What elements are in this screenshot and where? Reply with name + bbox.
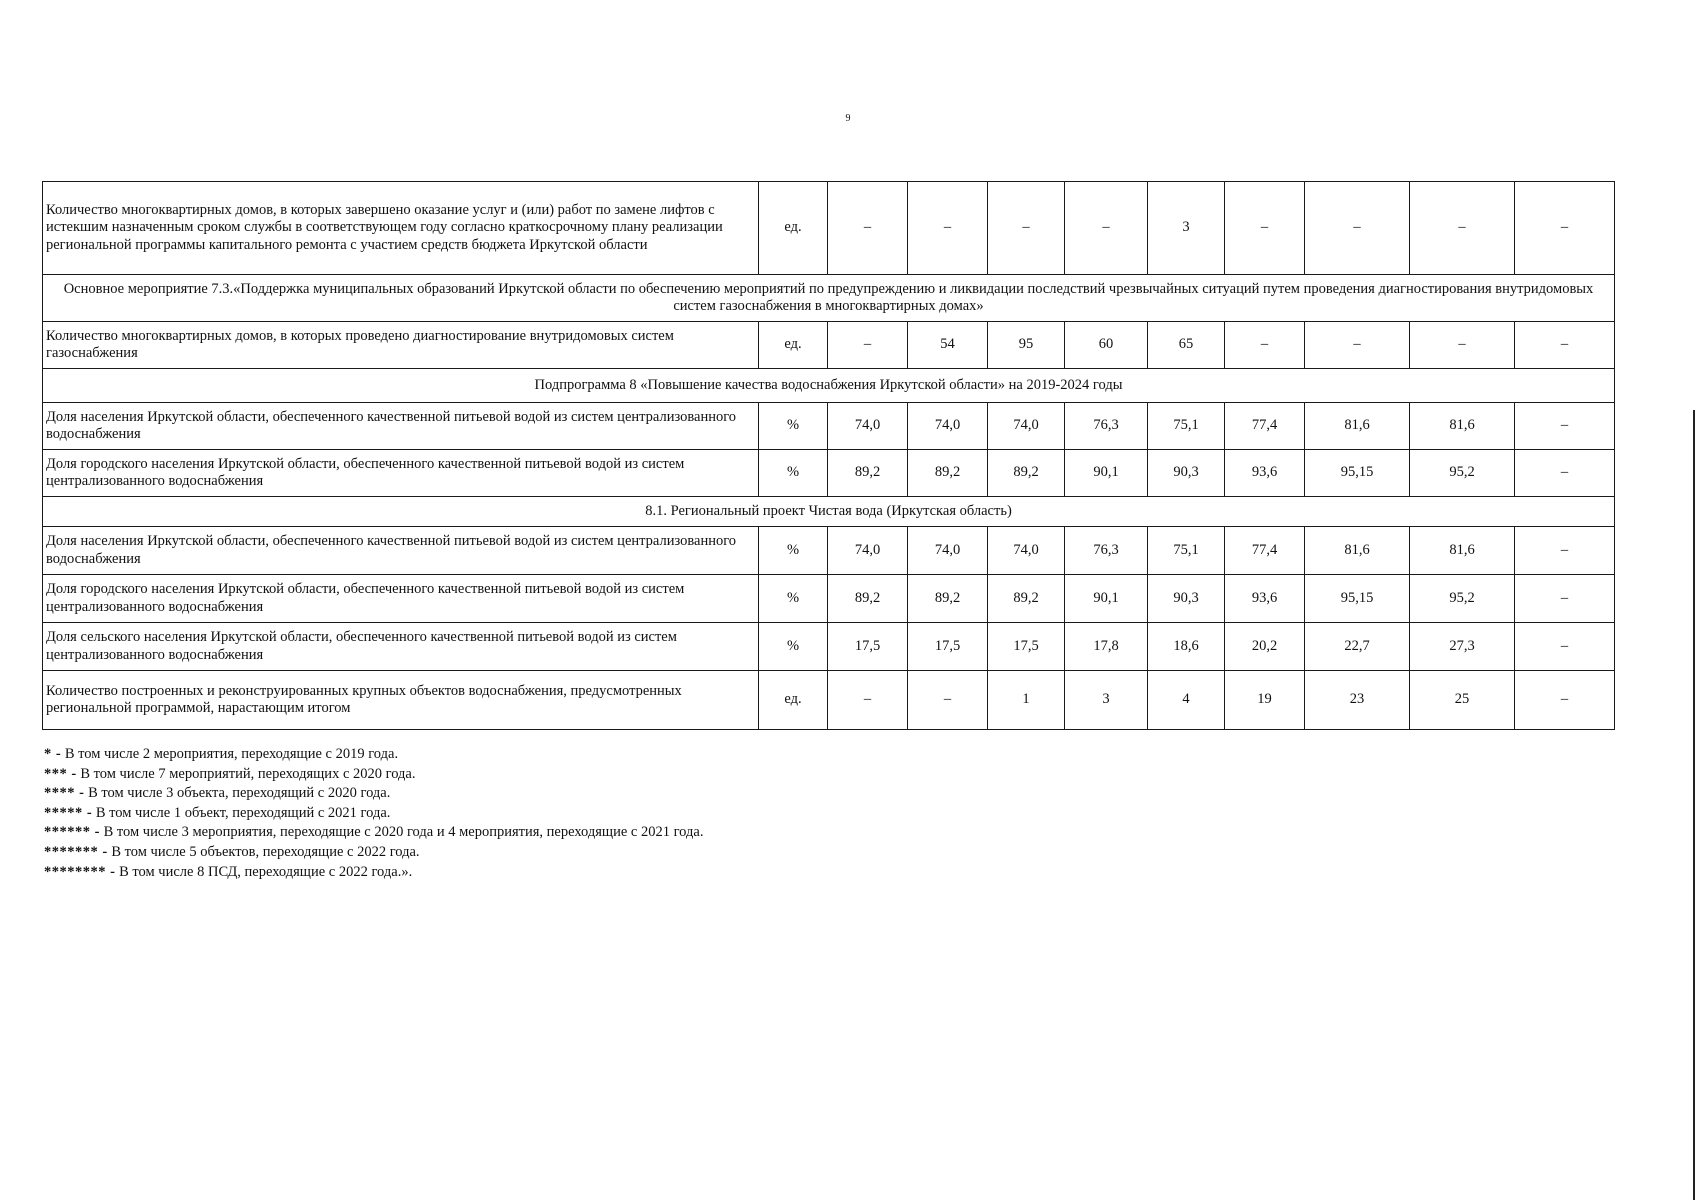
value-cell: 81,6 [1410,527,1515,575]
value-cell: 95,15 [1305,575,1410,623]
footnote [44,863,703,883]
value-cell: 74,0 [908,527,988,575]
value-cell: – [1225,182,1305,275]
section-header-row [43,497,1615,527]
value-cell: 93,6 [1225,450,1305,497]
indicators-table [42,181,1615,730]
footnote [44,765,703,785]
footnote-text: В том числе 8 ПСД, переходящие с 2022 года.». [115,863,413,880]
table-body [43,182,1615,730]
section-header: Основное мероприятие 7.3.«Поддержка муниципальных образований Иркутской области по обеспечению мероприятий по предупреждению и ликвидации последствий чрезвычайных ситуаций путем проведения диагностирования внутридомовых систем газоснабжения в многоквартирных домах» [43,275,1615,322]
indicator-cell: Доля населения Иркутской области, обеспеченного качественной питьевой водой из систем централизованного водоснабжения [43,527,759,575]
indicator-cell: Количество многоквартирных домов, в которых завершено оказание услуг и (или) работ по замене лифтов с истекшим назначенным сроком службы в соответствующем году согласно краткосрочному плану реализации региональной программы капитального ремонта с участием средств бюджета Иркутской области [43,182,759,275]
footnote-mark: ******** - [44,863,116,880]
value-cell: 81,6 [1305,527,1410,575]
footnote-text: В том числе 3 мероприятия, переходящие с 2020 года и 4 мероприятия, переходящие с 2021 года. [99,824,704,841]
footnote [44,745,703,765]
unit-cell: ед. [759,182,828,275]
table-row [43,403,1615,450]
section-header: 8.1. Региональный проект Чистая вода (Иркутская область) [43,497,1615,527]
value-cell: 17,5 [988,623,1065,671]
value-cell: 75,1 [1148,527,1225,575]
value-cell: 89,2 [828,450,908,497]
value-cell: 89,2 [828,575,908,623]
value-cell: 89,2 [988,575,1065,623]
indicator-cell: Количество построенных и реконструированных крупных объектов водоснабжения, предусмотренных региональной программой, нарастающим итогом [43,671,759,730]
unit-cell: % [759,623,828,671]
value-cell: 17,5 [908,623,988,671]
indicator-cell: Доля городского населения Иркутской области, обеспеченного качественной питьевой водой из систем централизованного водоснабжения [43,450,759,497]
unit-cell: % [759,575,828,623]
unit-cell: ед. [759,322,828,369]
value-cell: 90,3 [1148,575,1225,623]
value-cell: 76,3 [1065,403,1148,450]
footnote-mark: *** - [44,765,77,782]
value-cell: – [908,671,988,730]
value-cell: 76,3 [1065,527,1148,575]
value-cell: 74,0 [828,403,908,450]
value-cell: – [1515,450,1615,497]
footnote [44,804,703,824]
indicator-cell: Доля городского населения Иркутской области, обеспеченного качественной питьевой водой из систем централизованного водоснабжения [43,575,759,623]
value-cell: 17,5 [828,623,908,671]
value-cell: 95,2 [1410,575,1515,623]
table-row [43,182,1615,275]
table-row [43,527,1615,575]
value-cell: 74,0 [988,403,1065,450]
value-cell: – [1515,403,1615,450]
value-cell: 93,6 [1225,575,1305,623]
footnote-text: В том числе 3 объекта, переходящий с 2020 года. [84,785,391,802]
unit-cell: % [759,450,828,497]
footnote-mark: ***** - [44,804,93,821]
value-cell: 17,8 [1065,623,1148,671]
footnote-mark: ******* - [44,843,108,860]
unit-cell: % [759,403,828,450]
page-number: 9 [845,113,851,124]
footnote-text: В том числе 7 мероприятий, переходящих с 2020 года. [76,765,416,782]
section-header: Подпрограмма 8 «Повышение качества водоснабжения Иркутской области» на 2019-2024 годы [43,369,1615,403]
value-cell: – [1515,575,1615,623]
value-cell: 27,3 [1410,623,1515,671]
footnote [44,823,703,843]
value-cell: 81,6 [1410,403,1515,450]
table-row [43,623,1615,671]
value-cell: – [1305,322,1410,369]
value-cell: 95 [988,322,1065,369]
value-cell: – [1515,182,1615,275]
unit-cell: ед. [759,671,828,730]
value-cell: 4 [1148,671,1225,730]
unit-cell: % [759,527,828,575]
value-cell: 18,6 [1148,623,1225,671]
table-row [43,450,1615,497]
value-cell: – [828,671,908,730]
value-cell: 3 [1065,671,1148,730]
value-cell: – [1515,322,1615,369]
table-row [43,322,1615,369]
footnote [44,843,703,863]
value-cell: 74,0 [828,527,908,575]
value-cell: – [1515,623,1615,671]
value-cell: – [1515,671,1615,730]
value-cell: – [988,182,1065,275]
value-cell: 89,2 [908,450,988,497]
value-cell: – [828,182,908,275]
value-cell: 95,15 [1305,450,1410,497]
value-cell: 95,2 [1410,450,1515,497]
value-cell: – [1410,182,1515,275]
footnote-mark: * - [44,746,62,762]
value-cell: – [1065,182,1148,275]
value-cell: 90,1 [1065,575,1148,623]
value-cell: 81,6 [1305,403,1410,450]
value-cell: 89,2 [988,450,1065,497]
footnote [44,784,703,804]
value-cell: 77,4 [1225,403,1305,450]
section-header-row [43,275,1615,322]
value-cell: 90,1 [1065,450,1148,497]
value-cell: 60 [1065,322,1148,369]
value-cell: – [1515,527,1615,575]
value-cell: 54 [908,322,988,369]
value-cell: 19 [1225,671,1305,730]
footnote-mark: **** - [44,785,85,802]
footnote-text: В том числе 1 объект, переходящий с 2021 года. [92,804,391,821]
value-cell: – [828,322,908,369]
indicator-cell: Доля сельского населения Иркутской области, обеспеченного качественной питьевой водой из систем централизованного водоснабжения [43,623,759,671]
value-cell: 74,0 [908,403,988,450]
indicator-cell: Количество многоквартирных домов, в которых проведено диагностирование внутридомовых систем газоснабжения [43,322,759,369]
value-cell: 75,1 [1148,403,1225,450]
value-cell: – [1225,322,1305,369]
table-row [43,671,1615,730]
value-cell: 65 [1148,322,1225,369]
indicator-cell: Доля населения Иркутской области, обеспеченного качественной питьевой водой из систем централизованного водоснабжения [43,403,759,450]
footnotes [44,745,703,882]
value-cell: 74,0 [988,527,1065,575]
footnote-text: В том числе 2 мероприятия, переходящие с 2019 года. [61,746,399,762]
value-cell: 25 [1410,671,1515,730]
value-cell: 77,4 [1225,527,1305,575]
value-cell: 20,2 [1225,623,1305,671]
section-header-row [43,369,1615,403]
value-cell: 22,7 [1305,623,1410,671]
value-cell: 90,3 [1148,450,1225,497]
value-cell: 3 [1148,182,1225,275]
value-cell: – [1410,322,1515,369]
value-cell: 1 [988,671,1065,730]
table-row [43,575,1615,623]
footnote-mark: ****** - [44,824,100,841]
value-cell: 89,2 [908,575,988,623]
value-cell: – [1305,182,1410,275]
footnote-text: В том числе 5 объектов, переходящие с 2022 года. [107,843,420,860]
value-cell: 23 [1305,671,1410,730]
value-cell: – [908,182,988,275]
scan-edge-line [1693,410,1695,1200]
